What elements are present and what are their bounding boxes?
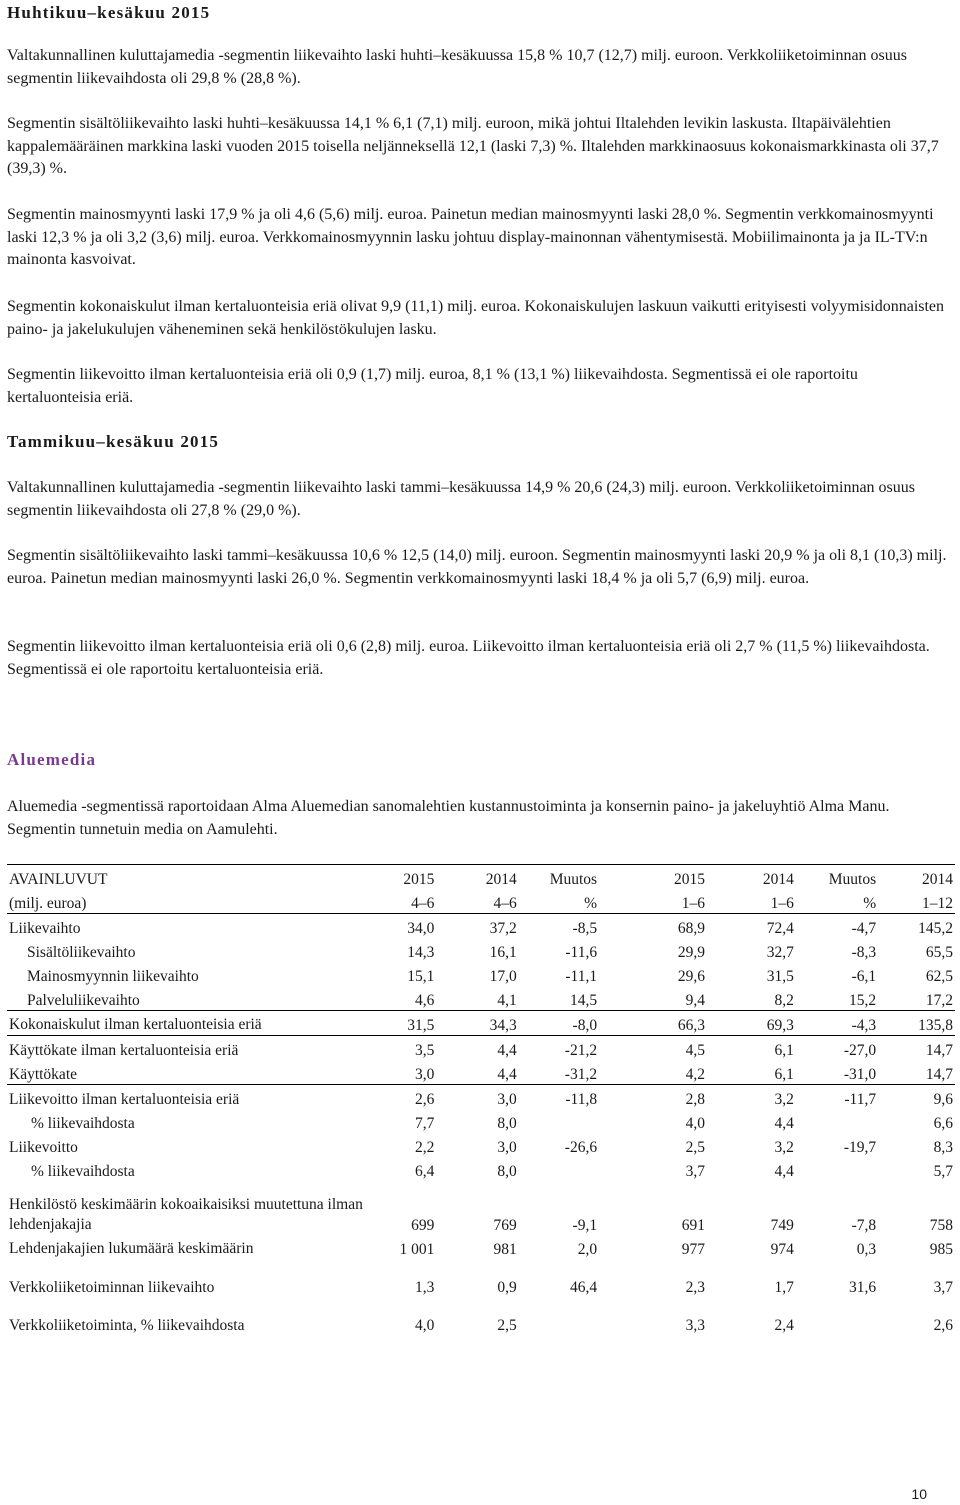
section-heading-h1: Tammikuu–kesäkuu 2015 — [7, 432, 220, 451]
table-row — [7, 938, 955, 962]
paragraph: Segmentin mainosmyynti laski 17,9 % ja oli 4,6 (5,6) milj. euroa. Painetun median mainosmyynti laski 28,0 %. Segmentin verkkomainosmyynti laski 12,3 % ja oli 3,2 (3,6) milj. euroa. Verkkomainosmyynnin lasku johtuu display-mainonnan vähentymisestä. Mobiilimainonta ja ja IL-TV:n mainonta kasvoivat. — [7, 206, 934, 268]
table-cell: 72,4 — [766, 920, 794, 937]
table-cell: 4,6 — [415, 992, 435, 1009]
row-label: Kokonaiskulut ilman kertaluonteisia eriä — [7, 1011, 366, 1036]
table-cell: 5,7 — [933, 1163, 953, 1180]
section-heading-aluemedia: Aluemedia — [7, 750, 97, 769]
table-cell: -4,7 — [851, 920, 877, 937]
table-cell: 2,8 — [599, 1085, 707, 1110]
row-label: Mainosmyynnin liikevaihto — [27, 968, 199, 985]
key-figures-table — [7, 864, 955, 1335]
row-label: Verkkoliiketoiminta, % liikevaihdosta — [9, 1317, 245, 1334]
table-cell: -11,6 — [565, 944, 598, 961]
table-cell: -11,7 — [796, 1085, 878, 1110]
table-cell: 4,4 — [774, 1115, 794, 1132]
table-cell: 0,9 — [497, 1279, 517, 1296]
table-cell: 985 — [929, 1241, 953, 1258]
table-cell: 974 — [770, 1241, 794, 1258]
table-cell: % — [519, 889, 599, 914]
table-cell: 34,0 — [407, 920, 435, 937]
table-cell: 31,5 — [766, 968, 794, 985]
table-cell: 977 — [681, 1241, 705, 1258]
table-cell: 2015 — [366, 865, 436, 890]
table-cell: 14,5 — [569, 992, 598, 1009]
row-label: Käyttökate ilman kertaluonteisia eriä — [7, 1036, 366, 1061]
table-row — [7, 1235, 955, 1259]
table-cell — [519, 1109, 599, 1133]
table-cell — [796, 1311, 878, 1335]
row-label: Henkilöstö keskimäärin kokoaikaisiksi muutettuna ilman lehdenjakajia — [9, 1196, 363, 1233]
spacer-row — [7, 1181, 955, 1195]
table-cell: Muutos — [519, 865, 599, 890]
table-cell — [519, 1311, 599, 1335]
table-cell: 16,1 — [489, 944, 517, 961]
table-cell: 3,2 — [774, 1139, 794, 1156]
row-label: Käyttökate — [9, 1066, 78, 1083]
table-cell: 3,2 — [707, 1085, 796, 1110]
table-cell: -4,3 — [796, 1011, 878, 1036]
table-cell: 46,4 — [569, 1279, 598, 1296]
table-cell: 4,2 — [685, 1066, 705, 1083]
table-row — [7, 1060, 955, 1085]
table-cell: 29,6 — [677, 968, 705, 985]
table-cell: 4,4 — [436, 1036, 518, 1061]
table-cell: 3,0 — [497, 1139, 517, 1156]
table-cell: 769 — [493, 1217, 517, 1234]
table-cell: 65,5 — [925, 944, 953, 961]
table-cell: 29,9 — [677, 944, 705, 961]
table-cell — [519, 1157, 599, 1181]
table-cell: -21,2 — [519, 1036, 599, 1061]
row-label: (milj. euroa) — [7, 889, 366, 914]
table-cell: 1,3 — [415, 1279, 435, 1296]
spacer-row — [7, 1297, 955, 1311]
row-label: Lehdenjakajien lukumäärä keskimäärin — [9, 1240, 254, 1257]
table-cell: 2,6 — [933, 1317, 953, 1334]
table-row — [7, 986, 955, 1011]
table-cell: 135,8 — [878, 1011, 955, 1036]
table-cell: 2,3 — [685, 1279, 705, 1296]
table-cell: 9,4 — [685, 992, 705, 1009]
table-cell: 1–6 — [599, 889, 707, 914]
table-cell: 14,7 — [878, 1036, 955, 1061]
paragraph: Segmentin sisältöliikevaihto laski huhti–kesäkuussa 14,1 % 6,1 (7,1) milj. euroon, mikä johtui Iltalehden levikin laskusta. Iltapäivälehtien kappalemääräinen markkina laski vuoden 2015 toisella neljänneksellä 12,1 (laski 7,3) %. Iltalehden markkinaosuus kokonaismarkkinasta oli 37,7 (39,3) %. — [7, 115, 939, 177]
table-cell: 981 — [493, 1241, 517, 1258]
table-cell: -8,5 — [572, 920, 598, 937]
table-cell: 4–6 — [436, 889, 518, 914]
table-cell: 2015 — [599, 865, 707, 890]
table-cell: 68,9 — [677, 920, 705, 937]
table-cell: 8,0 — [497, 1115, 517, 1132]
table-cell: Muutos — [796, 865, 878, 890]
header-row — [7, 889, 955, 914]
row-label: Verkkoliiketoiminnan liikevaihto — [9, 1279, 215, 1296]
table-cell: 699 — [411, 1217, 435, 1234]
paragraph: Aluemedia -segmentissä raportoidaan Alma Aluemedian sanomalehtien kustannustoiminta ja konsernin paino- ja jakeluyhtiö Alma Manu. Segmentin tunnetuin media on Aamulehti. — [7, 798, 890, 838]
table-row — [7, 1085, 955, 1110]
table-cell: 34,3 — [436, 1011, 518, 1036]
table-cell: 3,7 — [685, 1163, 705, 1180]
table-cell: 1–6 — [707, 889, 796, 914]
table-cell: 3,3 — [685, 1317, 705, 1334]
table-row — [7, 1195, 955, 1235]
table-cell: 2014 — [436, 865, 518, 890]
table-cell: % — [796, 889, 878, 914]
row-label: % liikevaihdosta — [31, 1115, 135, 1132]
table-row — [7, 1109, 955, 1133]
table-cell: -8,0 — [519, 1011, 599, 1036]
spacer-row — [7, 1259, 955, 1273]
table-row — [7, 1273, 955, 1297]
table-cell: 17,2 — [925, 992, 953, 1009]
table-cell: 4,0 — [685, 1115, 705, 1132]
table-cell: 4,4 — [497, 1066, 517, 1083]
table-cell — [796, 1109, 878, 1133]
table-cell: 3,0 — [415, 1066, 435, 1083]
table-cell: 2014 — [707, 865, 796, 890]
table-cell: -11,1 — [565, 968, 598, 985]
table-cell: 14,7 — [925, 1066, 953, 1083]
table-cell: 15,1 — [407, 968, 435, 985]
table-cell: 4–6 — [366, 889, 436, 914]
table-cell: -6,1 — [851, 968, 877, 985]
table-cell: -26,6 — [564, 1139, 598, 1156]
row-label: Palveluliikevaihto — [27, 992, 140, 1009]
table-cell: 4,4 — [774, 1163, 794, 1180]
table-cell: 3,0 — [436, 1085, 518, 1110]
table-cell: 31,6 — [848, 1279, 877, 1296]
table-row — [7, 962, 955, 986]
row-label: Liikevoitto ilman kertaluonteisia eriä — [7, 1085, 366, 1110]
table-cell: 749 — [770, 1217, 794, 1234]
paragraph: Segmentin liikevoitto ilman kertaluonteisia eriä oli 0,6 (2,8) milj. euroa. Liikevoitto ilman kertaluonteisia eriä oli 2,7 % (11,5 %) liikevaihdosta. Segmentissä ei ole raportoitu kertaluonteisia eriä. — [7, 638, 930, 678]
table-cell: 6,1 — [774, 1066, 794, 1083]
table-cell: -27,0 — [796, 1036, 878, 1061]
table-cell: 2,6 — [366, 1085, 436, 1110]
table-cell: 37,2 — [489, 920, 517, 937]
row-label: Liikevaihto — [9, 920, 81, 937]
table-cell: 691 — [681, 1217, 705, 1234]
table-cell: 62,5 — [925, 968, 953, 985]
table-cell: 145,2 — [918, 920, 953, 937]
table-row — [7, 1133, 955, 1157]
table-cell: 2,0 — [577, 1241, 598, 1258]
row-label: Liikevoitto — [9, 1139, 78, 1156]
table-row — [7, 1011, 955, 1036]
paragraph: Segmentin sisältöliikevaihto laski tammi–kesäkuussa 10,6 % 12,5 (14,0) milj. euroon. Segmentin mainosmyynti laski 20,9 % ja oli 8,1 (10,3) milj. euroa. Painetun median mainosmyynti laski 26,0 %. Segmentin verkkomainosmyynti laski 18,4 % ja oli 5,7 (6,9) milj. euroa. — [7, 547, 947, 587]
table-cell: 1,7 — [774, 1279, 794, 1296]
table-cell: 8,0 — [497, 1163, 517, 1180]
table-cell: 4,5 — [599, 1036, 707, 1061]
paragraph: Segmentin kokonaiskulut ilman kertaluonteisia eriä olivat 9,9 (11,1) milj. euroa. Kokonaiskulujen laskuun vaikutti erityisesti volyymisidonnaisten paino- ja jakelukulujen väheneminen sekä henkilöstökulujen lasku. — [7, 298, 945, 338]
table-cell: -9,1 — [572, 1217, 598, 1234]
page-number: 10 — [911, 1486, 927, 1502]
table-cell: 17,0 — [489, 968, 517, 985]
table-cell: 758 — [929, 1217, 953, 1234]
table-cell: 2,5 — [685, 1139, 705, 1156]
table-cell — [796, 1157, 878, 1181]
table-cell: 15,2 — [848, 992, 877, 1009]
table-cell: 6,4 — [415, 1163, 435, 1180]
table-cell: 66,3 — [599, 1011, 707, 1036]
table-cell: 4,1 — [497, 992, 517, 1009]
table-cell: 9,6 — [878, 1085, 955, 1110]
table-cell: -8,3 — [851, 944, 877, 961]
paragraph: Valtakunnallinen kuluttajamedia -segmentin liikevaihto laski huhti–kesäkuussa 15,8 % 10,7 (12,7) milj. euroon. Verkkoliiketoiminnan osuus segmentin liikevaihdosta oli 29,8 % (28,8 %). — [7, 47, 907, 87]
table-cell: -31,2 — [564, 1066, 598, 1083]
table-cell: -7,8 — [851, 1217, 877, 1234]
row-label: Sisältöliikevaihto — [27, 944, 136, 961]
row-label: AVAINLUVUT — [7, 865, 366, 890]
table-cell: -11,8 — [519, 1085, 599, 1110]
paragraph: Segmentin liikevoitto ilman kertaluonteisia eriä oli 0,9 (1,7) milj. euroa, 8,1 % (13,1 %) liikevaihdosta. Segmentissä ei ole raportoitu kertaluonteisia eriä. — [7, 366, 858, 406]
table-cell: 69,3 — [707, 1011, 796, 1036]
table-row — [7, 914, 955, 939]
table-cell: 3,5 — [366, 1036, 436, 1061]
table-cell: -19,7 — [843, 1139, 877, 1156]
table-row — [7, 1036, 955, 1061]
table-cell: 6,1 — [707, 1036, 796, 1061]
table-cell: 3,7 — [933, 1279, 953, 1296]
table-cell: 2,4 — [774, 1317, 794, 1334]
header-row — [7, 865, 955, 890]
table-cell: 2014 — [878, 865, 955, 890]
table-cell: 2,5 — [497, 1317, 517, 1334]
table-cell: 31,5 — [366, 1011, 436, 1036]
table-cell: -31,0 — [843, 1066, 877, 1083]
table-cell: 2,2 — [415, 1139, 435, 1156]
table-row — [7, 1157, 955, 1181]
table-cell: 32,7 — [766, 944, 794, 961]
table-cell: 7,7 — [415, 1115, 435, 1132]
row-label: % liikevaihdosta — [31, 1163, 135, 1180]
table-cell: 8,2 — [774, 992, 794, 1009]
paragraph: Valtakunnallinen kuluttajamedia -segmentin liikevaihto laski tammi–kesäkuussa 14,9 % 20,6 (24,3) milj. euroon. Verkkoliiketoiminnan osuus segmentin liikevaihdosta oli 27,8 % (29,0 %). — [7, 479, 915, 519]
section-heading-q2: Huhtikuu–kesäkuu 2015 — [7, 3, 211, 22]
table-row — [7, 1311, 955, 1335]
table-cell: 0,3 — [856, 1241, 877, 1258]
table-cell: 4,0 — [415, 1317, 435, 1334]
table-cell: 1 001 — [399, 1241, 435, 1258]
table-cell: 1–12 — [878, 889, 955, 914]
table-cell: 6,6 — [933, 1115, 953, 1132]
table-cell: 8,3 — [933, 1139, 953, 1156]
table-cell: 14,3 — [407, 944, 435, 961]
